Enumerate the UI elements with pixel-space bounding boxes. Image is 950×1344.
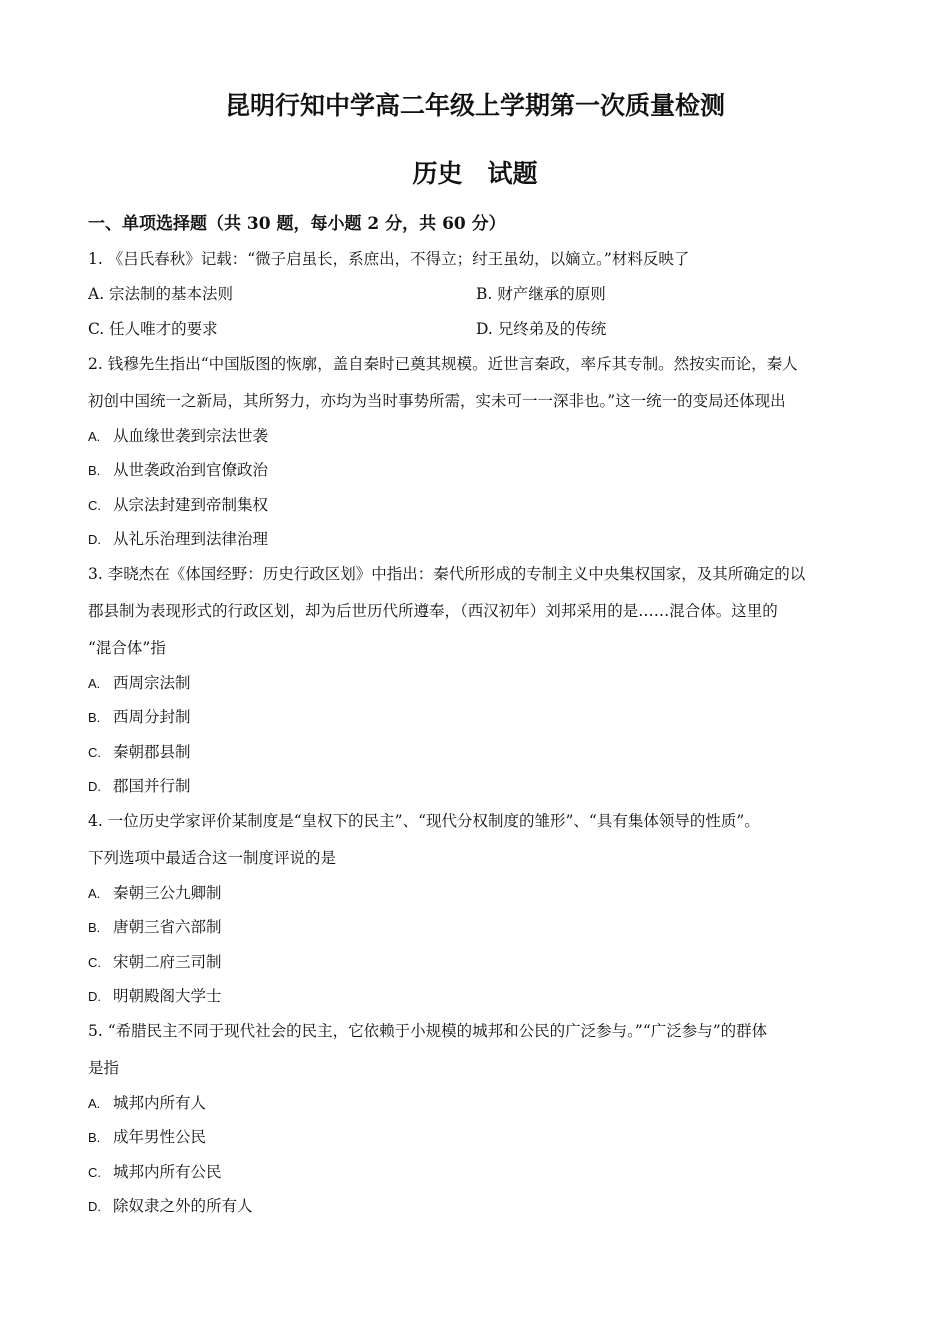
- option-text: 宋朝二府三司制: [113, 953, 222, 971]
- option-letter: C.: [88, 745, 101, 760]
- option-letter: C.: [88, 1165, 101, 1180]
- option-letter: D.: [88, 989, 101, 1004]
- question-4-option-d: [88, 984, 222, 1006]
- option-text: 郡国并行制: [113, 777, 191, 795]
- option-letter: A.: [88, 676, 101, 691]
- question-3-option-b: [88, 705, 191, 727]
- question-5-option-b: [88, 1125, 206, 1147]
- exam-title: 昆明行知中学高二年级上学期第一次质量检测: [224, 91, 725, 120]
- option-text: 明朝殿阁大学士: [113, 987, 222, 1005]
- option-letter: A.: [88, 429, 101, 444]
- option-text: 从世袭政治到官僚政治: [113, 461, 269, 479]
- question-3-text-line-3: “混合体”指: [88, 639, 166, 657]
- option-letter: D.: [88, 779, 101, 794]
- option-letter: A.: [88, 886, 101, 901]
- question-2-option-a: [88, 424, 268, 446]
- option-text: 除奴隶之外的所有人: [113, 1197, 253, 1215]
- option-text: 秦朝郡县制: [113, 743, 191, 761]
- option-text: 成年男性公民: [113, 1128, 207, 1146]
- question-3-option-d: [88, 774, 191, 796]
- question-2-text-line-1: 2. 钱穆先生指出“中国版图的恢廓，盖自秦时已奠其规模。近世言秦政，率斥其专制。然按实而论，秦人: [88, 355, 798, 373]
- question-5-option-a: [88, 1091, 206, 1113]
- option-letter: D.: [88, 1199, 101, 1214]
- question-1-option-b: B. 财产继承的原则: [476, 285, 606, 303]
- question-1-option-c: C. 任人唯才的要求: [88, 320, 218, 338]
- question-3-text-line-1: 3. 李晓杰在《体国经野：历史行政区划》中指出：秦代所形成的专制主义中央集权国家，及其所确定的以: [88, 565, 806, 583]
- option-letter: D.: [88, 532, 101, 547]
- option-text: 城邦内所有人: [113, 1094, 207, 1112]
- option-text: 西周宗法制: [113, 674, 191, 692]
- option-text: 从血缘世袭到宗法世袭: [113, 427, 269, 445]
- question-4-text-line-1: 4. 一位历史学家评价某制度是“皇权下的民主”、“现代分权制度的雏形”、“具有集体领导的性质”。: [88, 812, 760, 830]
- question-4-option-b: [88, 915, 222, 937]
- question-4-option-a: [88, 881, 222, 903]
- option-letter: C.: [88, 955, 101, 970]
- question-4-text-line-2: 下列选项中最适合这一制度评说的是: [88, 849, 337, 867]
- question-4-option-c: [88, 950, 222, 972]
- question-3-option-c: [88, 740, 191, 762]
- question-1-text: 1. 《吕氏春秋》记载：“微子启虽长，系庶出，不得立；纣王虽幼，以嫡立。”材料反映了: [88, 250, 690, 268]
- option-text: 秦朝三公九卿制: [113, 884, 222, 902]
- question-5-text-line-2: 是指: [88, 1059, 120, 1077]
- option-text: 城邦内所有公民: [113, 1163, 222, 1181]
- option-text: 从礼乐治理到法律治理: [113, 530, 269, 548]
- option-text: 从宗法封建到帝制集权: [113, 496, 269, 514]
- question-1-option-d: D. 兄终弟及的传统: [476, 320, 607, 338]
- question-5-option-d: [88, 1194, 253, 1216]
- question-2-option-b: [88, 458, 268, 480]
- option-letter: A.: [88, 1096, 101, 1111]
- option-text: 西周分封制: [113, 708, 191, 726]
- question-5-text-line-1: 5. “希腊民主不同于现代社会的民主，它依赖于小规模的城邦和公民的广泛参与。”“广泛参与”的群体: [88, 1022, 768, 1040]
- option-letter: B.: [88, 920, 101, 935]
- question-5-option-c: [88, 1160, 222, 1182]
- option-letter: C.: [88, 498, 101, 513]
- question-3-text-line-2: 郡县制为表现形式的行政区划，却为后世历代所遵奉，（西汉初年）刘邦采用的是……混合体。这里的: [88, 602, 778, 620]
- option-text: 唐朝三省六部制: [113, 918, 222, 936]
- question-3-option-a: [88, 671, 191, 693]
- question-2-text-line-2: 初创中国统一之新局，其所努力，亦均为当时事势所需，实未可一一深非也。”这一统一的变局还体现出: [88, 392, 786, 410]
- option-letter: B.: [88, 710, 101, 725]
- question-2-option-c: [88, 493, 268, 515]
- option-letter: B.: [88, 1130, 101, 1145]
- option-letter: B.: [88, 463, 101, 478]
- exam-subtitle: 历史 试题: [412, 159, 538, 188]
- question-1-option-a: A. 宗法制的基本法则: [88, 285, 234, 303]
- section-heading: 一、单项选择题（共 30 题，每小题 2 分，共 60 分）: [88, 214, 506, 234]
- question-2-option-d: [88, 527, 268, 549]
